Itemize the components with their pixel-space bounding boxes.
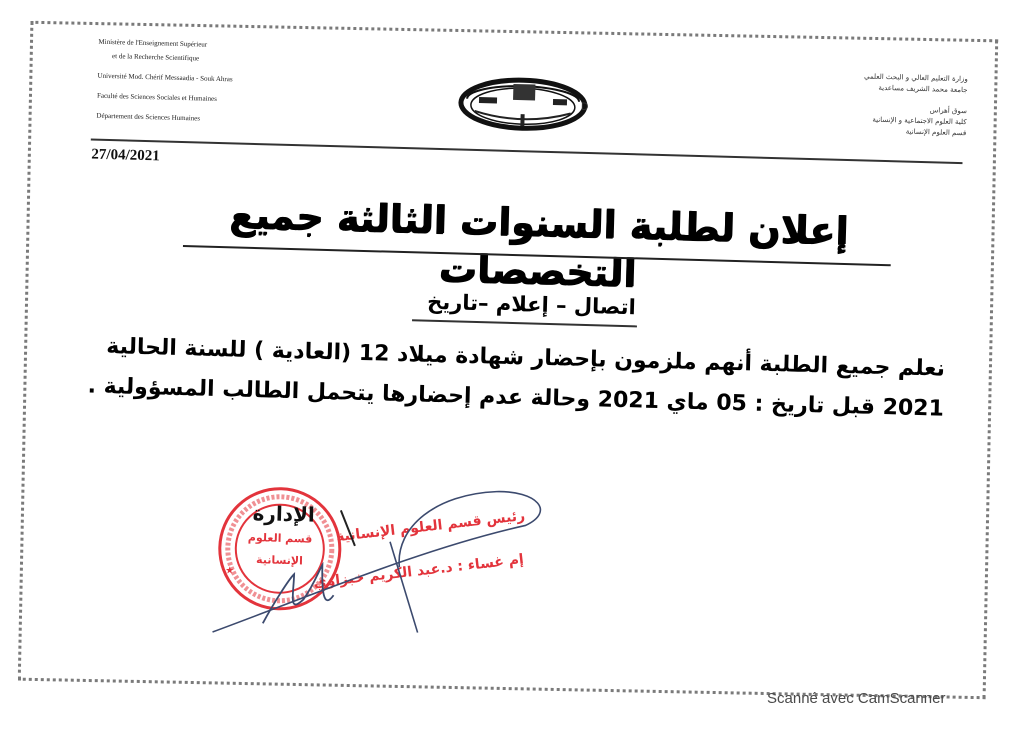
university-fr: Université Mod. Chérif Messaadia - Souk Ahras xyxy=(97,71,233,84)
ministry-fr: Ministère de l'Enseignement Supérieur xyxy=(98,37,208,49)
document-date: 27/04/2021 xyxy=(91,146,160,165)
city-ar: سوق أهراس xyxy=(929,106,968,116)
header-divider xyxy=(91,139,963,165)
faculty-fr: Faculté des Sciences Sociales et Humaines xyxy=(96,91,217,103)
stamp-administration-label: الإدارة xyxy=(252,501,316,527)
stamp-dept-line-1: قسم العلوم xyxy=(247,530,313,546)
arabic-header xyxy=(796,70,968,140)
department-ar: قسم العلوم الإنسانية xyxy=(905,127,967,138)
announcement-body xyxy=(84,326,946,429)
research-fr: et de la Recherche Scientifique xyxy=(111,52,200,63)
ministry-ar: وزارة التعليم العالي و البحث العلمي xyxy=(863,72,968,84)
subtitle-underline xyxy=(412,319,637,327)
body-line-2: 2021 قبل تاريخ : 05 ماي 2021 وحالة عدم إحضارها يتحمل الطالب المسؤولية . xyxy=(87,373,945,422)
camscanner-watermark: Scanné avec CamScanner xyxy=(767,690,946,707)
svg-text:D: D xyxy=(580,101,589,113)
signatory-name: إم غساء : د.عبد الكريم خبزاوي xyxy=(312,551,525,592)
university-emblem-icon xyxy=(454,68,606,136)
faculty-ar: كلية العلوم الاجتماعية و الإنسانية xyxy=(872,115,967,127)
svg-text:★: ★ xyxy=(225,565,235,577)
department-fr: Département des Sciences Humaines xyxy=(96,111,201,123)
signatory-title: رئيس قسم العلوم الإنسانية xyxy=(335,507,526,546)
stamp-dept-line-2: الإنسانية xyxy=(255,553,304,568)
handwritten-signature-icon xyxy=(192,462,557,652)
french-header xyxy=(96,37,318,127)
announcement-title: إعلان لطلبة السنوات الثالثة جميع التخصصات xyxy=(228,192,849,296)
university-ar: جامعة محمد الشريف مساعدية xyxy=(878,83,968,95)
specialties-subtitle: اتصال – إعلام –تاريخ xyxy=(426,289,637,320)
body-line-1: نعلم جميع الطلبة أنهم ملزمون بإحضار شهادة ميلاد 12 (العادية ) للسنة الحالية xyxy=(106,334,946,382)
